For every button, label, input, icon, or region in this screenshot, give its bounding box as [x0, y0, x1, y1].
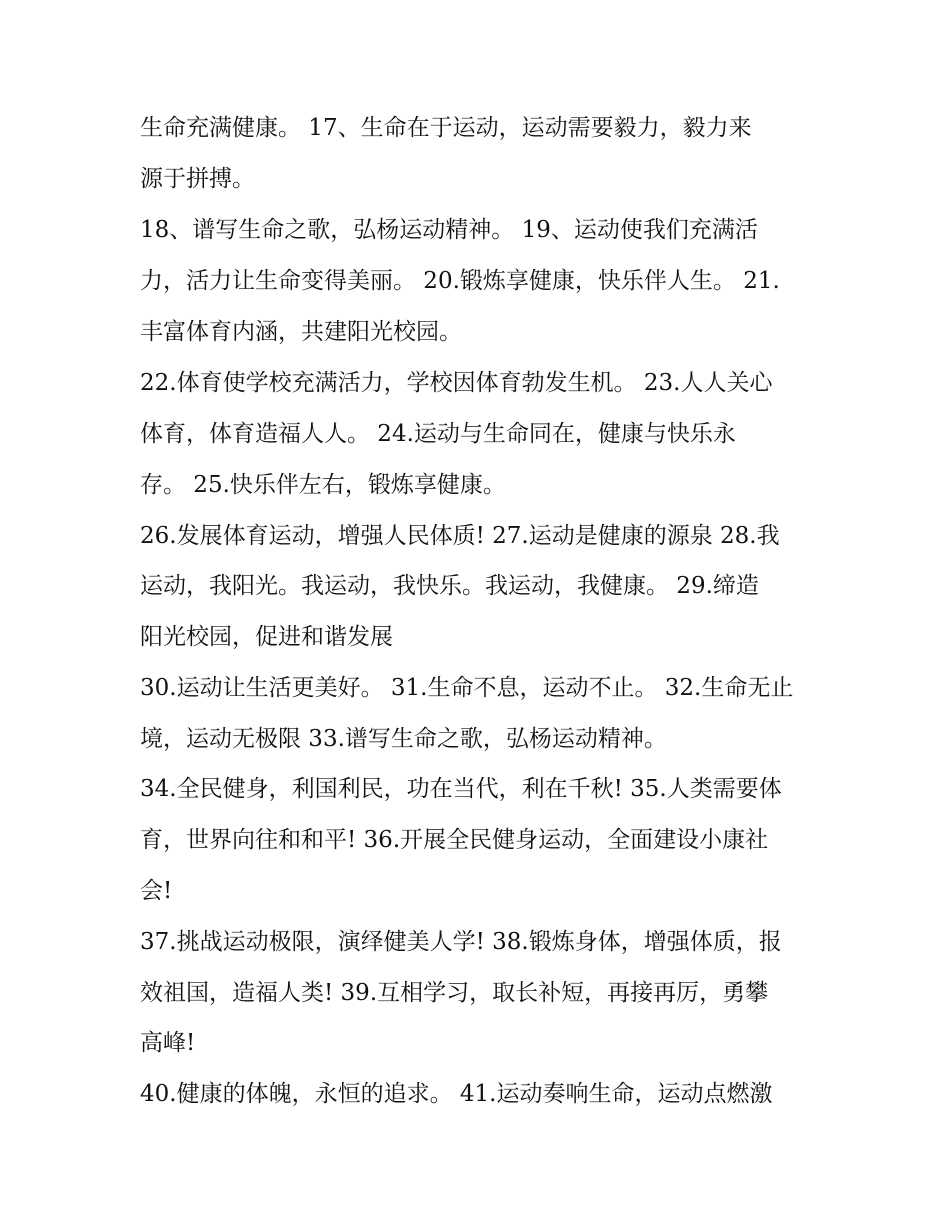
text-line: 体育，体育造福人人。 24.运动与生命同在，健康与快乐永 — [140, 421, 736, 447]
text-line: 存。 25.快乐伴左右，锻炼享健康。 — [140, 472, 506, 498]
text-line: 22.体育使学校充满活力，学校因体育勃发生机。 23.人人关心 — [140, 370, 773, 396]
text-line: 37.挑战运动极限，演绎健美人学! 38.锻炼身体，增强体质，报 — [140, 929, 782, 955]
text-line: 40.健康的体魄，永恒的追求。 41.运动奏响生命，运动点燃激 — [140, 1081, 773, 1107]
text-line: 生命充满健康。 17、生命在于运动，运动需要毅力，毅力来 — [140, 115, 752, 141]
text-line: 育，世界向往和和平! 36.开展全民健身运动，全面建设小康社 — [140, 827, 769, 853]
text-line: 会! — [140, 878, 173, 904]
text-line: 18、谱写生命之歌，弘杨运动精神。 19、运动使我们充满活 — [140, 217, 758, 243]
text-line: 力，活力让生命变得美丽。 20.锻炼享健康，快乐伴人生。 21. — [140, 268, 780, 294]
text-line: 34.全民健身，利国利民，功在当代，利在千秋! 35.人类需要体 — [140, 776, 782, 802]
text-line: 境，运动无极限 33.谱写生命之歌，弘杨运动精神。 — [140, 726, 667, 752]
text-line: 运动，我阳光。我运动，我快乐。我运动，我健康。 29.缔造 — [140, 573, 759, 599]
text-line: 阳光校园，促进和谐发展 — [140, 624, 393, 650]
text-line: 丰富体育内涵，共建阳光校园。 — [140, 319, 462, 345]
text-line: 30.运动让生活更美好。 31.生命不息，运动不止。 32.生命无止 — [140, 675, 794, 701]
text-line: 效祖国，造福人类! 39.互相学习，取长补短，再接再厉，勇攀 — [140, 980, 769, 1006]
text-line: 26.发展体育运动，增强人民体质! 27.运动是健康的源泉 28.我 — [140, 523, 780, 549]
text-line: 源于拼搏。 — [140, 166, 255, 192]
text-line: 高峰! — [140, 1030, 196, 1056]
